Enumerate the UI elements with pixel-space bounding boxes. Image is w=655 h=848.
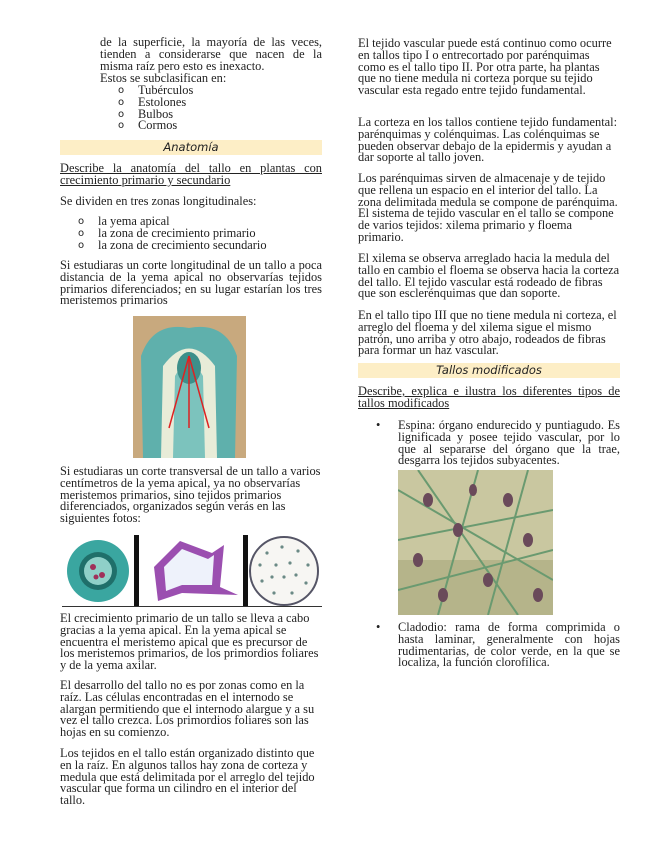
section-title-anatomia: Anatomía xyxy=(60,140,322,155)
question-heading: Describe la anatomía del tallo en plantas con crecimiento primario y secundario xyxy=(60,161,322,187)
question-heading: Describe, explica e ilustra los diferentes tipos de tallos modificados xyxy=(358,384,620,410)
bullet-espina xyxy=(376,418,620,468)
paragraph-corteza: La corteza en los tallos contiene tejido fundamental: parénquimas y colénquimas. Las colénquimas se pueden observar debajo de la epidermis y ayudan a dar soporte al tallo joven. xyxy=(358,115,618,165)
paragraph-tejido-vascular: El tejido vascular puede está continuo como ocurre en tallos tipo I o entrecortado por parénquimas como es el tallo tipo II. Por otra parte, ha plantas que no tiene medula ni corteza porque su tejido vascular esta regado entre tejido fundamental. xyxy=(358,36,612,98)
bullet-icon: • xyxy=(376,620,381,634)
section-title-tallos-modificados: Tallos modificados xyxy=(358,363,620,378)
zones-intro: Se dividen en tres zonas longitudinales: xyxy=(60,194,257,208)
subclass-label: Estos se subclasifican en: xyxy=(100,71,227,85)
list-item: o Bulbos xyxy=(118,109,193,121)
paragraph-crecimiento: El crecimiento primario de un tallo se lleva a cabo gracias a la yema apical. En la yema apical se encuentra el meristemo apical que es precursor de los meristemos primarios, de los primordios foliares y de la yema axilar. xyxy=(60,611,319,673)
paragraph-xilema: El xilema se observa arreglado hacia la medula del tallo en cambio el floema se observa hacia la corteza del tallo. El tejido vascular está rodeado de fibras que son esclerénquimas que dan soporte. xyxy=(358,251,620,301)
paragraph-desarrollo: El desarrollo del tallo no es por zonas como en la raíz. Las células encontradas en el internodo se alargan permitiendo que el internodo alargue y a su vez el tallo crezca. Los primordios foliares son las hojas en su comienzo. xyxy=(60,678,315,740)
paragraph-tejidos: Los tejidos en el tallo están organizado distinto que en la raíz. En algunos tallos hay zona de corteza y medula que está delimitada por el arreglo del tejido vascular que forma un cilindro en el interior del tallo. xyxy=(60,746,315,808)
cross-section-images xyxy=(62,535,322,607)
zones-list xyxy=(78,216,267,251)
list-item: o la yema apical xyxy=(78,216,267,228)
list-item: o Estolones xyxy=(118,97,193,109)
list-item: o la zona de crecimiento secundario xyxy=(78,240,267,252)
bullet-cladodio xyxy=(376,620,620,670)
bullet-icon: • xyxy=(376,418,381,432)
intro-paragraph: de la superficie, la mayoría de las veces, tienden a considerarse que nacen de la misma raíz pero esto es inexacto. xyxy=(100,35,322,73)
longitudinal-section-image xyxy=(133,316,246,458)
list-item: o Cormos xyxy=(118,120,193,132)
paragraph-longitudinal: Si estudiaras un corte longitudinal de un tallo a poca distancia de la yema apical no observarías tejidos primarios diferenciados; en su lugar estarían los tres meristemos primarios xyxy=(60,258,322,308)
list-item: o la zona de crecimiento primario xyxy=(78,228,267,240)
subclass-list xyxy=(118,85,193,132)
paragraph-parenquimas: Los parénquimas sirven de almacenaje y de tejido que rellena un espacio en el interior del tallo. La zona delimitada medula se compone de parénquima. El sistema de tejido vascular en el tallo se compone de varios tejidos: xilema primario y floema primario. xyxy=(358,171,618,244)
bullet-text: Espina: órgano endurecido y puntiagudo. Es lignificada y posee tejido vascular, por lo que al separarse del órgano que la trae, desgarra los tejidos subyacentes. xyxy=(398,418,620,468)
bullet-text: Cladodio: rama de forma comprimida o hasta laminar, generalmente con hojas rudimentarias, de color verde, en la que se localiza, la función clorofílica. xyxy=(398,620,620,670)
paragraph-transversal: Si estudiaras un corte transversal de un tallo a varios centímetros de la yema apical, ya no observarías meristemos primarios, sino tejidos primarios diferenciados, organizados según verás en las siguientes fotos: xyxy=(60,464,321,526)
espina-photo xyxy=(398,470,553,615)
paragraph-tallo-tipo-iii: En el tallo tipo III que no tiene medula ni corteza, el arreglo del floema y del xilema sigue el mismo patrón, uno arriba y otro abajo, rodeados de fibras para formar un haz vascular. xyxy=(358,308,617,358)
list-item: o Tubérculos xyxy=(118,85,193,97)
